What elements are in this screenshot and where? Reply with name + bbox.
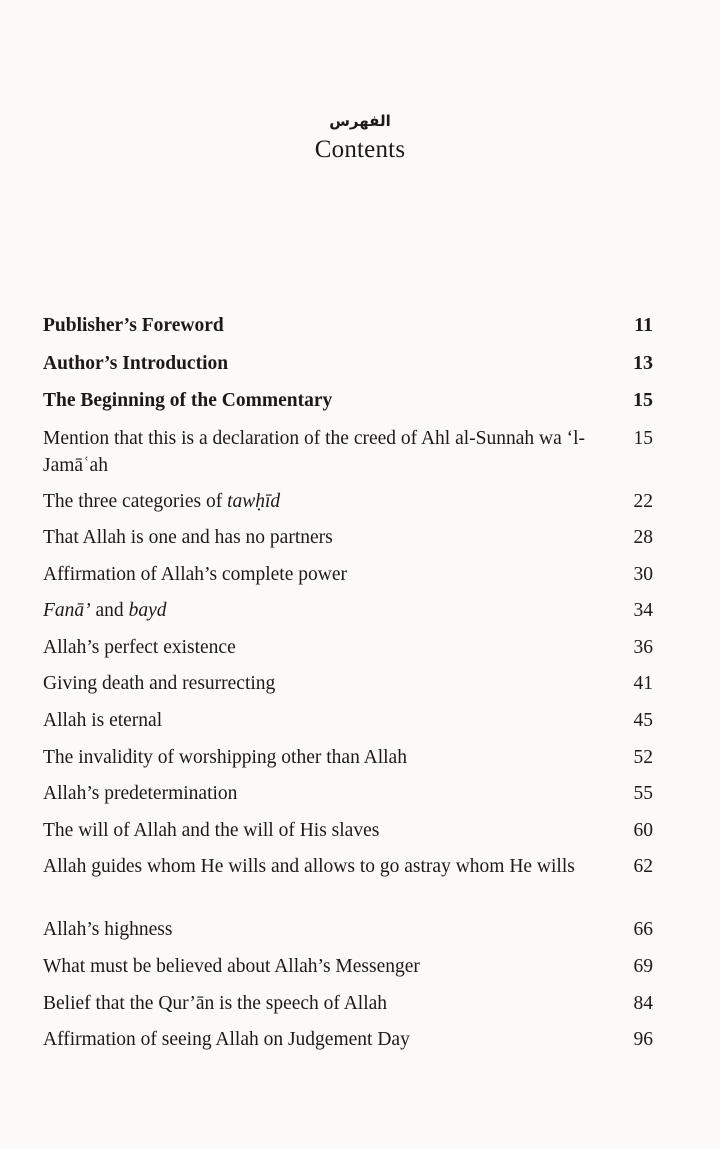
toc-entry-title-italic: bayd [128, 600, 167, 622]
toc-entry-title: Mention that this is a declaration of the creed of Ahl al-Sunnah wa ‘l-Jamāʿah [43, 427, 586, 476]
arabic-page-title: الفهرس [329, 112, 391, 130]
toc-entry[interactable] [43, 488, 653, 525]
toc-entry-page: 60 [633, 819, 653, 841]
toc-entry[interactable] [43, 634, 653, 671]
toc-entry-page: 41 [633, 673, 653, 695]
toc-entry[interactable] [43, 312, 653, 350]
table-of-contents [43, 312, 653, 1063]
toc-entry-title: Belief that the Qur’ān is the speech of Allah [43, 992, 388, 1014]
toc-entry-page: 62 [633, 856, 653, 878]
toc-entry-title: Allah’s highness [43, 919, 173, 941]
toc-entry[interactable] [43, 1026, 653, 1063]
toc-entry-page: 13 [633, 351, 653, 374]
toc-entry[interactable] [43, 780, 653, 817]
toc-entry-title-text: and [90, 600, 129, 622]
toc-entry-page: 15 [633, 389, 653, 411]
toc-entry-title-text: The three categories of [43, 490, 228, 512]
toc-entry-title-italic: tawḥīd [227, 490, 281, 512]
toc-entry-page: 55 [633, 783, 653, 805]
toc-entry-page: 22 [633, 490, 653, 512]
toc-entry-page: 69 [633, 956, 653, 978]
toc-entry-title: What must be believed about Allah’s Messenger [43, 956, 420, 978]
page-title: Contents [314, 136, 406, 163]
toc-entry-title [43, 597, 588, 624]
toc-entry-page: 96 [633, 1029, 653, 1051]
toc-entry[interactable] [43, 817, 653, 854]
toc-entry-page: 30 [633, 563, 653, 585]
toc-entry[interactable] [43, 387, 653, 425]
toc-entry[interactable] [43, 597, 653, 634]
toc-entry[interactable] [43, 561, 653, 598]
toc-entry-title: Publisher’s Foreword [43, 315, 224, 336]
toc-entry[interactable] [43, 670, 653, 707]
toc-entry-title: The Beginning of the Commentary [43, 390, 333, 411]
toc-entry[interactable] [43, 524, 653, 561]
toc-entry-page: 36 [633, 636, 653, 658]
toc-entry-title [43, 488, 588, 515]
toc-entry[interactable] [43, 744, 653, 781]
toc-entry-title: That Allah is one and has no partners [43, 527, 333, 549]
toc-entry-page: 52 [633, 746, 653, 768]
toc-entry-title-italic: Fanā’ [43, 600, 91, 622]
toc-entry-title: Affirmation of seeing Allah on Judgement Day [43, 1029, 410, 1051]
toc-entry[interactable] [43, 990, 653, 1027]
toc-entry-title: The invalidity of worshipping other than Allah [43, 746, 407, 768]
toc-entry-title: Allah’s perfect existence [43, 636, 236, 658]
toc-entry-page: 34 [633, 600, 653, 622]
toc-entry[interactable] [43, 953, 653, 990]
toc-entry-page: 45 [633, 710, 653, 732]
toc-entry-title: Allah is eternal [43, 710, 163, 732]
toc-entry-title: Affirmation of Allah’s complete power [43, 563, 347, 585]
toc-entry-title: Giving death and resurrecting [43, 673, 276, 695]
toc-entry[interactable] [43, 425, 653, 488]
toc-entry-page: 11 [634, 314, 653, 336]
toc-entry-page: 28 [633, 527, 653, 549]
toc-entry[interactable] [43, 707, 653, 744]
toc-entry-title: Author’s Introduction [43, 352, 229, 374]
toc-entry-page: 15 [633, 427, 653, 449]
toc-entry-page: 66 [633, 919, 653, 941]
toc-entry-title: The will of Allah and the will of His slaves [43, 819, 380, 841]
toc-entry-title: Allah’s predetermination [43, 783, 238, 805]
toc-entry-page: 84 [633, 992, 653, 1014]
toc-entry[interactable] [43, 916, 653, 953]
toc-entry-title: Allah guides whom He wills and allows to go astray whom He wills [43, 856, 575, 878]
toc-entry[interactable] [43, 350, 653, 388]
toc-entry[interactable] [43, 853, 653, 916]
